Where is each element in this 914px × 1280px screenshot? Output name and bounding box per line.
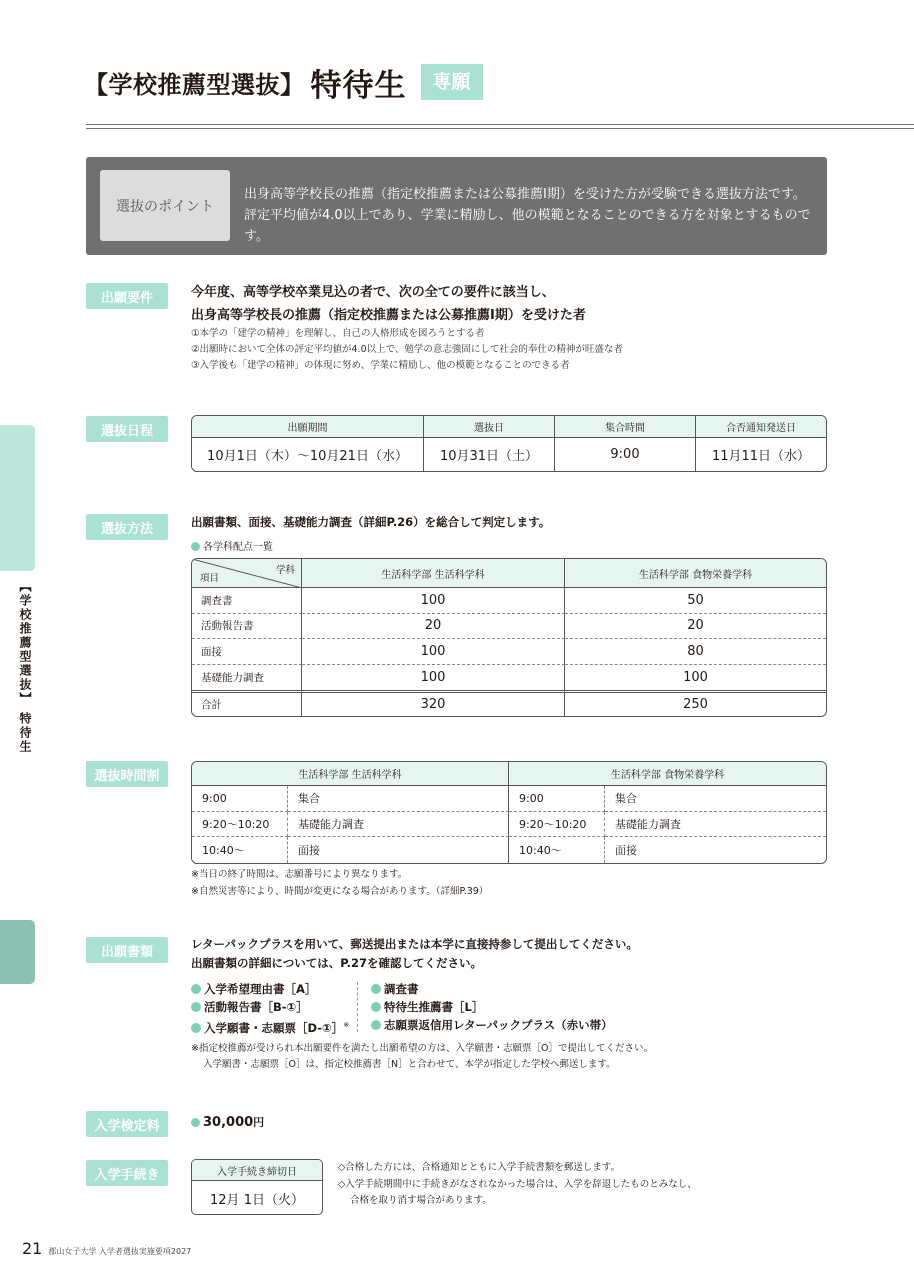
procedure-note: ◇入学手続期間中に手続きがなされなかった場合は、入学を辞退したものとみなし、 bbox=[338, 1178, 697, 1190]
timetable-column-header: 生活科学部 食物栄養学科 bbox=[509, 762, 826, 786]
requirements-heading bbox=[191, 281, 586, 327]
documents-heading-line: 出願書類の詳細については、P.27を確認してください。 bbox=[191, 956, 482, 970]
documents-heading-line: レターパックプラスを用いて、郵送提出または本学に直接持参して提出してください。 bbox=[191, 937, 638, 951]
documents-divider bbox=[357, 982, 358, 1032]
document-item-label: 入学願書・志願票［D-①］ bbox=[204, 1020, 344, 1035]
bullet-icon bbox=[371, 984, 381, 994]
timetable-time: 10:40〜 bbox=[509, 837, 605, 863]
requirement-item: ①本学の「建学の精神」を理解し、自己の人格形成を図ろうとする者 bbox=[191, 328, 485, 339]
bullet-icon bbox=[191, 984, 201, 994]
selection-point-text bbox=[244, 184, 827, 247]
timetable-item: 面接 bbox=[615, 843, 637, 857]
document-item bbox=[191, 998, 349, 1016]
score-row-label: 調査書 bbox=[192, 588, 302, 614]
score-cell: 100 bbox=[302, 588, 565, 614]
score-column-header: 生活科学部 食物栄養学科 bbox=[565, 559, 826, 588]
bullet-icon bbox=[371, 1002, 381, 1012]
side-index-tab bbox=[0, 425, 35, 571]
note-mark: ※ bbox=[343, 1021, 350, 1029]
score-list-heading bbox=[191, 538, 273, 553]
tag-procedure: 入学手続き bbox=[86, 1160, 168, 1186]
selection-point-label: 選抜のポイント bbox=[100, 170, 230, 241]
timetable-item: 基礎能力調査 bbox=[288, 812, 509, 838]
requirements-heading-line: 今年度、高等学校卒業見込の者で、次の全ての要件に該当し、 bbox=[191, 285, 555, 300]
documents-note: ※指定校推薦が受けられ本出願要件を満たし出願希望の方は、入学願書・志願票［O］で提出してください。 bbox=[191, 1043, 653, 1054]
page-title bbox=[84, 62, 483, 102]
timetable-table bbox=[191, 761, 827, 864]
documents-heading bbox=[191, 935, 638, 973]
title-badge: 専願 bbox=[421, 64, 483, 100]
score-cell: 100 bbox=[683, 669, 708, 685]
schedule-table bbox=[191, 415, 827, 472]
score-cell: 80 bbox=[565, 639, 826, 665]
timetable-item: 集合 bbox=[288, 786, 509, 812]
tag-schedule: 選抜日程 bbox=[86, 416, 168, 442]
score-total-cell: 320 bbox=[302, 690, 565, 716]
schedule-value: 10月31日（土） bbox=[424, 438, 555, 471]
deadline-label: 入学手続き締切日 bbox=[192, 1160, 322, 1181]
page-footer bbox=[22, 1239, 191, 1258]
score-total-cell: 250 bbox=[565, 690, 826, 716]
procedure-note: 合格を取り消す場合があります。 bbox=[350, 1195, 492, 1206]
score-cell: 20 bbox=[302, 614, 565, 640]
score-cell: 100 bbox=[302, 639, 565, 665]
tag-method: 選抜方法 bbox=[86, 514, 168, 540]
score-corner-cell bbox=[192, 559, 302, 588]
header-rule bbox=[86, 124, 914, 125]
score-total-label: 合計 bbox=[192, 690, 302, 716]
bullet-icon bbox=[191, 1002, 201, 1012]
score-cell: 50 bbox=[565, 588, 826, 614]
documents-list-left bbox=[191, 980, 349, 1037]
title-main: 特待生 bbox=[310, 67, 407, 104]
bullet-icon bbox=[191, 1118, 200, 1127]
timetable-notes bbox=[191, 866, 488, 900]
timetable-note: ※自然災害等により、時間が変更になる場合があります。（詳細P.39） bbox=[191, 886, 489, 897]
point-line: 出身高等学校長の推薦（指定校推薦または公募推薦Ⅰ期）を受けた方が受験できる選抜方法です。 bbox=[244, 187, 806, 202]
score-row-label: 基礎能力調査 bbox=[192, 665, 302, 691]
side-index-tab bbox=[0, 920, 35, 984]
score-table bbox=[191, 558, 827, 717]
timetable-item: 集合 bbox=[605, 786, 826, 812]
schedule-header: 選抜日 bbox=[424, 416, 555, 438]
timetable-time: 9:00 bbox=[509, 786, 605, 812]
timetable-item: 面接 bbox=[288, 837, 509, 863]
requirement-item: ②出願時において全体の評定平均値が4.0以上で、勉学の意志強固にして社会的奉仕の精神が旺盛な者 bbox=[191, 344, 623, 355]
bullet-icon bbox=[371, 1020, 381, 1030]
side-index-text: 【学校推薦型選抜】 特待生 bbox=[18, 580, 32, 755]
method-heading: 出願書類、面接、基礎能力調査（詳細P.26）を総合して判定します。 bbox=[191, 515, 551, 529]
bullet-icon bbox=[191, 542, 200, 551]
schedule-header: 合否通知発送日 bbox=[696, 416, 826, 438]
document-item bbox=[371, 980, 613, 998]
score-cell: 100 bbox=[302, 665, 565, 691]
page-number: 21 bbox=[22, 1239, 43, 1258]
timetable-time: 9:00 bbox=[192, 786, 288, 812]
documents-note: 入学願書・志願票［O］は、指定校推薦書［N］と合わせて、本学が指定した学校へ郵送します。 bbox=[203, 1059, 616, 1070]
selection-point-box bbox=[86, 157, 827, 255]
tag-fee: 入学検定料 bbox=[86, 1111, 168, 1137]
footer-text: 郡山女子大学 入学者選抜実施要項2027 bbox=[48, 1247, 192, 1256]
timetable-column-header: 生活科学部 生活科学科 bbox=[192, 762, 509, 786]
score-row-label: 活動報告書 bbox=[192, 614, 302, 640]
point-line: 評定平均値が4.0以上であり、学業に精励し、他の模範となることのできる方を対象とするものです。 bbox=[244, 208, 811, 244]
document-item-label: 調査書 bbox=[384, 982, 419, 996]
documents-notes bbox=[191, 1041, 653, 1073]
schedule-header: 出願期間 bbox=[192, 416, 424, 438]
fee-amount bbox=[191, 1114, 264, 1130]
bullet-icon bbox=[191, 1023, 201, 1033]
requirement-item: ③入学後も「建学の精神」の体現に努め、学業に精励し、他の模範となることのできる者 bbox=[191, 360, 570, 371]
schedule-value: 9:00 bbox=[555, 438, 696, 471]
procedure-notes bbox=[338, 1160, 697, 1210]
timetable-item: 基礎能力調査 bbox=[605, 812, 826, 838]
tag-requirements: 出願要件 bbox=[86, 283, 168, 309]
corner-top-label: 学科 bbox=[275, 565, 295, 576]
schedule-value: 11月11日（水） bbox=[711, 449, 811, 464]
deadline-value: 12月 1日（火） bbox=[210, 1192, 304, 1208]
deadline-box bbox=[191, 1159, 323, 1215]
schedule-header: 集合時間 bbox=[555, 416, 696, 438]
document-item bbox=[371, 1016, 613, 1034]
document-item bbox=[191, 980, 349, 998]
corner-bottom-label: 項目 bbox=[200, 573, 220, 584]
header-rule bbox=[86, 128, 914, 129]
document-item-label: 志願票返信用レターパックプラス（赤い帯） bbox=[384, 1018, 613, 1032]
title-category: 【学校推薦型選抜】 bbox=[84, 70, 305, 99]
score-row-label: 面接 bbox=[192, 639, 302, 665]
score-cell: 20 bbox=[565, 614, 826, 640]
score-list-heading-text: 各学科配点一覧 bbox=[203, 542, 273, 553]
document-item-label: 特待生推薦書［L］ bbox=[384, 1000, 484, 1014]
requirements-heading-line: 出身高等学校長の推薦（指定校推薦または公募推薦Ⅰ期）を受けた者 bbox=[191, 308, 586, 323]
tag-timetable: 選抜時間割 bbox=[86, 761, 168, 787]
requirements-list bbox=[191, 326, 623, 374]
document-item bbox=[191, 1016, 349, 1037]
document-item-label: 活動報告書［B-①］ bbox=[204, 1000, 308, 1014]
timetable-note: ※当日の終了時間は、志願番号により異なります。 bbox=[191, 869, 408, 880]
fee-value: 30,000 bbox=[203, 1115, 254, 1130]
fee-unit: 円 bbox=[253, 1116, 265, 1129]
document-item-label: 入学希望理由書［A］ bbox=[204, 982, 317, 996]
score-column-header: 生活科学部 生活科学科 bbox=[302, 559, 565, 588]
timetable-time: 10:40〜 bbox=[192, 837, 288, 863]
procedure-note: ◇合格した方には、合格通知とともに入学手続書類を郵送します。 bbox=[338, 1162, 621, 1173]
tag-documents: 出願書類 bbox=[86, 937, 168, 963]
timetable-time: 9:20〜10:20 bbox=[192, 812, 288, 838]
schedule-value: 10月1日（木）〜10月21日（水） bbox=[192, 438, 424, 471]
documents-list-right bbox=[371, 980, 613, 1034]
timetable-time: 9:20〜10:20 bbox=[509, 812, 605, 838]
document-item bbox=[371, 998, 613, 1016]
